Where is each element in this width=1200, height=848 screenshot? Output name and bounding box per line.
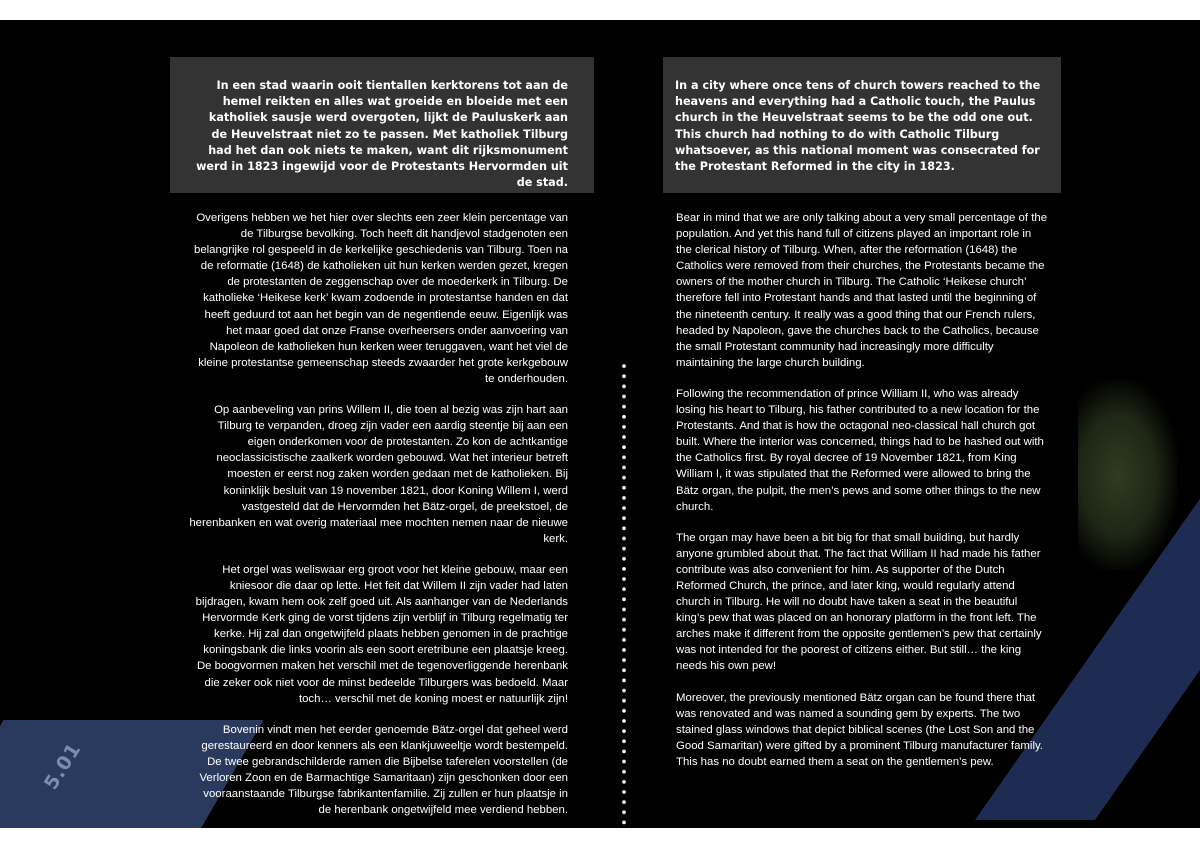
paragraph: Overigens hebben we het hier over slechts een zeer klein percentage van de Tilburgse bevolking. Toch heeft dit handjevol stadgenoten een belangrijke rol gespeeld in de kerkelijke geschiedenis van Tilburg. Toen na de reformatie (1648) de katholieken uit hun kerken werden gezet, kregen de protestanten de zeggenschap over de moederkerk in Tilburg. De katholieke ‘Heikese kerk’ kwam zodoende in protestantse handen en dat heeft geduurd tot aan het begin van de negentiende eeuw. Eigenlijk was het maar goed dat onze Franse overheersers onder aanvoering van Napoleon de katholieken hun kerken weer teruggaven, want het viel de kleine protestantse gemeenschap steeds zwaarder het grote kerkgebouw te onderhouden. — [193, 212, 568, 385]
paragraph: Het orgel was weliswaar erg groot voor het kleine gebouw, maar een kniesoor die daar op lette. Het feit dat Willem II zijn vader had laten bijdragen, kwam hem ook zelf goed uit. Als aanhanger van de Nederlands Hervormde Kerk ging de vorst tijdens zijn verblijf in Tilburg regelmatig ter kerke. Hij zal dan ongetwijfeld plaats hebben genomen in de prachtige koningsbank die links voorin als een soort eretribune een plaatsje kreeg. De boogvormen maken het verschil met de tegenoverliggende herenbank die zeker ook niet voor de minst bedeelde Tilburgers was bedoeld. Maar toch… verschil met de koning moest er natuurlijk zijn! — [195, 563, 568, 705]
page-number: 5.01 — [40, 738, 86, 794]
intro-box-english — [663, 57, 1061, 193]
dotted-divider — [620, 361, 628, 828]
body-column-dutch — [188, 210, 568, 828]
magazine-spread — [0, 20, 1200, 828]
intro-box-dutch — [170, 57, 594, 193]
bottom-margin — [0, 828, 1200, 848]
paragraph: Following the recommendation of prince William II, who was already losing his heart to Tilburg, his father contributed to a new location for the Protestants. And that is how the octagonal neo-classical hall church got built. Where the interior was concerned, things had to be hashed out with the Catholics first. By royal decree of 19 November 1821, from King William I, it was stipulated that the Reformed were allowed to bring the Bätz organ, the pulpit, the men’s pews and some other things to the new church. — [676, 387, 1044, 513]
paragraph: The organ may have been a bit big for that small building, but hardly anyone grumbled about that. The fact that William II had made his father contribute was also convenient for him. As supporter of the Dutch Reformed Church, the prince, and later king, would regularly attend church in Tilburg. He will no doubt have taken a seat in the beautiful king’s pew that was placed on an honorary platform in the front left. The arches make it different from the opposite gentlemen’s pew that certainly was not intended for the poorest of citizens either. But still… the king needs his own pew! — [676, 531, 1042, 673]
intro-text-dutch: In een stad waarin ooit tientallen kerktorens tot aan de hemel reikten en alles wat groeide en bloeide met een katholiek sausje werd overgoten, lijkt de Pauluskerk aan de Heuvelstraat niet zo te passen. Met katholiek Tilburg had het dan ook niets te maken, want dit rijksmonument werd in 1823 ingewijd voor de Protestants Hervormden uit de stad. — [196, 79, 568, 190]
foliage-photo — [1078, 380, 1178, 570]
paragraph: Bear in mind that we are only talking about a very small percentage of the population. And yet this hand full of citizens played an important role in the clerical history of Tilburg. When, after the reformation (1648) the Catholics were removed from their churches, the Protestants became the owners of the mother church in Tilburg. The Catholic ‘Heikese church’ therefore fell into Protestant hands and that lasted until the beginning of the nineteenth century. It really was a good thing that our French rulers, headed by Napoleon, gave the churches back to the Catholics, because the small Protestant community had increasingly more difficulty maintaining the large church building. — [676, 212, 1048, 369]
paragraph: Moreover, the previously mentioned Bätz organ can be found there that was renovated and was named a sounding gem by experts. The two stained glass windows that depict biblical scenes (the Lost Son and the Good Samaritan) were gifted by a prominent Tilburg manufacturer family. This has no doubt earned them a seat on the gentlemen’s pew. — [676, 691, 1043, 768]
body-column-english — [676, 210, 1049, 785]
paragraph: Bovenin vindt men het eerder genoemde Bätz-orgel dat geheel werd gerestaureerd en door kenners als een klankjuweeltje wordt bestempeld. De twee gebrandschilderde ramen die Bijbelse taferelen voorstellen (de Verloren Zoon en de Barmachtige Samaritaan) zijn geschonken door een vooraanstaande Tilburgse fabrikantenfamilie. Zij zullen er hun plaatsje in de herenbank ongetwijfeld mee verdiend hebben. — [199, 723, 568, 817]
paragraph: Op aanbeveling van prins Willem II, die toen al bezig was zijn hart aan Tilburg te verpanden, droeg zijn vader een aardig steentje bij aan een eigen onderkomen voor de protestanten. Zo kon de achtkantige neoclassicistische zaalkerk worden gebouwd. Wat het interieur betreft moesten er eerst nog zaken worden gedaan met de katholieken. Bij koninklijk besluit van 19 november 1821, door Koning Willem I, werd vastgesteld dat de Hervormden het Bätz-orgel, de preekstoel, de herenbanken en wat overig materiaal mee mochten nemen naar de nieuwe kerk. — [189, 404, 568, 545]
intro-text-english: In a city where once tens of church towers reached to the heavens and everything had a Catholic touch, the Paulus church in the Heuvelstraat seems to be the odd one out. This church had nothing to do with Catholic Tilburg whatsoever, as this national moment was consecrated for the Protestant Reformed in the city in 1823. — [675, 79, 1041, 174]
